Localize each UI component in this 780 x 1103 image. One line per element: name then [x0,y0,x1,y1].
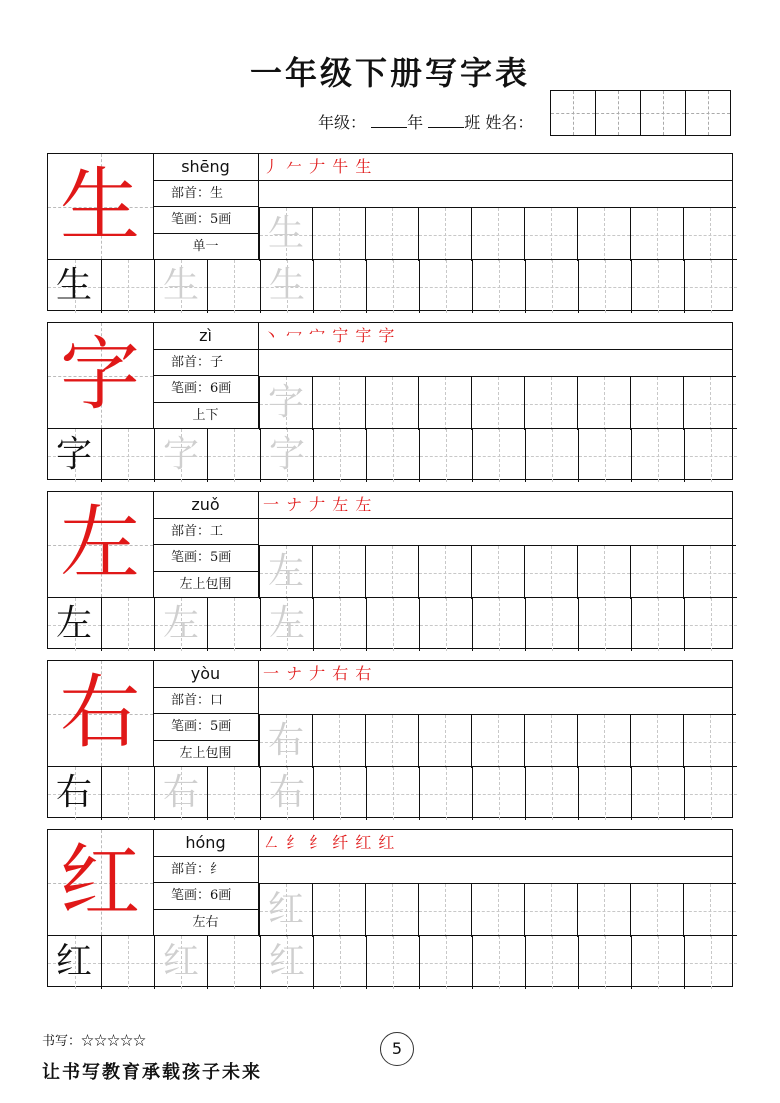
guide-line [525,404,577,405]
model-character: 左 [55,603,92,644]
character-block [47,153,733,311]
guide-line [684,573,736,574]
practice-cell[interactable] [366,429,419,482]
practice-cell[interactable] [260,429,313,482]
practice-cell[interactable] [365,546,418,599]
guide-line [420,794,472,795]
practice-cell[interactable] [101,598,154,651]
practice-cell[interactable] [683,208,736,261]
practice-cell[interactable] [472,429,525,482]
practice-cell[interactable] [312,208,365,261]
structure: 左上包围 [179,745,232,761]
stroke-count: 笔画：6画 [153,376,258,403]
practice-cell[interactable] [312,546,365,599]
practice-cell[interactable] [684,598,737,651]
big-character-box [48,492,154,598]
page-title: 一年级下册写字表 [249,54,530,92]
practice-cell[interactable] [312,377,365,430]
guide-line [579,963,631,964]
practice-cell[interactable] [577,715,630,768]
guide-line [685,287,737,288]
practice-cell[interactable] [419,767,472,820]
page-number: 5 [380,1032,414,1066]
practice-cell[interactable] [313,936,366,989]
practice-cell[interactable] [630,546,683,599]
guide-line [473,625,525,626]
name-box[interactable] [641,91,686,135]
guide-line [208,456,260,457]
practice-cell[interactable] [683,377,736,430]
stroke-order: 一 ナ 𠂇 右 右 [259,661,732,688]
practice-cell[interactable] [525,260,578,313]
practice-cell[interactable] [313,429,366,482]
guide-line [473,287,525,288]
stroke-order: ㇜ 纟 纟 纤 红 红 [259,830,732,857]
guide-line [472,911,524,912]
pinyin: zuǒ [153,492,258,519]
guide-line [473,794,525,795]
practice-cell[interactable] [312,715,365,768]
practice-cell[interactable] [312,884,365,937]
practice-cell[interactable] [631,260,684,313]
practice-cell[interactable] [154,260,207,313]
radical: 部首：子 [153,350,258,377]
radical: 部首：纟 [153,857,258,884]
practice-cell[interactable] [419,260,472,313]
guide-line [472,742,524,743]
guide-line [472,573,524,574]
practice-cell[interactable] [419,429,472,482]
pinyin: shēng [153,154,258,181]
practice-cell[interactable] [578,429,631,482]
guide-line [578,404,630,405]
practice-cell[interactable] [684,429,737,482]
guide-line [472,404,524,405]
practice-cell[interactable] [525,936,578,989]
name-box[interactable] [686,91,730,135]
practice-cell[interactable] [578,598,631,651]
stroke-count: 笔画：6画 [153,883,258,910]
guide-line [420,456,472,457]
guide-line [579,794,631,795]
practice-cell[interactable] [366,260,419,313]
class-label: 班 [464,113,481,132]
blank-line[interactable] [259,350,732,377]
big-character: 左 [60,497,140,590]
practice-row [259,207,736,261]
big-character: 生 [60,159,140,252]
radical: 部首：口 [153,688,258,715]
practice-cell[interactable] [365,884,418,937]
big-character-box [48,154,154,260]
practice-cell[interactable] [631,429,684,482]
guide-line [313,573,365,574]
practice-cell[interactable] [683,884,736,937]
trace-character: 右 [267,720,304,761]
stroke-order: 一 ナ 𠂇 左 左 [259,492,732,519]
guide-line [632,794,684,795]
guide-line [632,963,684,964]
practice-cell[interactable] [578,767,631,820]
practice-cell[interactable] [259,546,312,599]
trace-character: 生 [162,265,199,306]
guide-line [685,963,737,964]
guide-line [419,404,471,405]
guide-line [685,456,737,457]
practice-cell[interactable] [472,936,525,989]
guide-line [525,235,577,236]
stroke-order: 丶 冖 宀 宁 宇 字 [259,323,732,350]
practice-cell[interactable] [260,260,313,313]
practice-cell[interactable] [101,260,154,313]
guide-line [313,911,365,912]
practice-row [259,376,736,430]
practice-cell[interactable] [365,377,418,430]
structure: 左右 [192,914,219,930]
big-character: 右 [60,666,140,759]
trace-character: 右 [162,772,199,813]
stroke-order: 丿 𠂉 𠂇 牛 生 [259,154,732,181]
practice-cell[interactable] [154,936,207,989]
practice-cell[interactable] [684,936,737,989]
practice-cell[interactable] [631,767,684,820]
pinyin: yòu [153,661,258,688]
practice-cell[interactable] [577,546,630,599]
guide-line [526,794,578,795]
guide-line [367,287,419,288]
guide-line [578,235,630,236]
guide-line [313,404,365,405]
practice-cell[interactable] [259,884,312,937]
guide-line [684,235,736,236]
practice-cell[interactable] [524,884,577,937]
practice-cell[interactable] [524,715,577,768]
guide-line [314,963,366,964]
radical: 部首：生 [153,181,258,208]
name-label: 姓名： [485,113,534,132]
stroke-count: 笔画：5画 [153,714,258,741]
practice-cell[interactable] [366,598,419,651]
structure: 左上包围 [179,576,232,592]
name-box[interactable] [551,91,596,135]
guide-line [208,794,260,795]
character-block [47,829,733,987]
practice-cell[interactable] [260,598,313,651]
guide-line [102,963,154,964]
practice-cell[interactable] [259,208,312,261]
guide-line [579,287,631,288]
practice-cell[interactable] [472,598,525,651]
grade-blank[interactable] [371,115,407,128]
radical: 部首：工 [153,519,258,546]
guide-line [526,963,578,964]
model-character: 右 [55,772,92,813]
practice-row [259,545,736,599]
practice-row [48,597,737,651]
practice-cell[interactable] [418,884,471,937]
practice-cell[interactable] [630,715,683,768]
practice-cell[interactable] [472,260,525,313]
guide-line [578,573,630,574]
practice-cell[interactable] [260,767,313,820]
trace-character: 生 [268,265,305,306]
practice-cell[interactable] [525,767,578,820]
practice-row [259,883,736,937]
guide-line [420,625,472,626]
practice-cell[interactable] [577,208,630,261]
guide-line [473,963,525,964]
guide-line [526,287,578,288]
practice-cell[interactable] [48,936,101,989]
practice-cell[interactable] [154,767,207,820]
practice-cell[interactable] [101,936,154,989]
practice-cell[interactable] [683,546,736,599]
practice-cell[interactable] [313,260,366,313]
guide-line [314,625,366,626]
guide-line [314,456,366,457]
practice-cell[interactable] [524,377,577,430]
practice-row [48,766,737,820]
guide-line [526,456,578,457]
practice-cell[interactable] [471,884,524,937]
blank-line[interactable] [259,688,732,715]
practice-cell[interactable] [48,767,101,820]
character-info [153,154,259,260]
guide-line [419,235,471,236]
practice-cell[interactable] [577,377,630,430]
trace-character: 红 [162,941,199,982]
practice-cell[interactable] [418,546,471,599]
practice-cell[interactable] [259,377,312,430]
guide-line [685,794,737,795]
practice-cell[interactable] [365,715,418,768]
guide-line [685,625,737,626]
trace-character: 生 [267,213,304,254]
guide-line [578,742,630,743]
model-character: 红 [55,941,92,982]
trace-character: 红 [268,941,305,982]
structure: 单一 [192,238,219,254]
practice-cell[interactable] [48,598,101,651]
guide-line [631,742,683,743]
guide-line [313,742,365,743]
big-character-box [48,661,154,767]
guide-line [631,235,683,236]
practice-cell[interactable] [471,377,524,430]
practice-cell[interactable] [631,936,684,989]
year-label: 年 [407,113,424,132]
practice-cell[interactable] [630,208,683,261]
character-block [47,660,733,818]
guide-line [526,625,578,626]
guide-line [208,963,260,964]
practice-cell[interactable] [207,598,260,651]
guide-line [473,456,525,457]
character-info [153,830,259,936]
practice-cell[interactable] [48,260,101,313]
practice-cell[interactable] [524,208,577,261]
guide-line [631,911,683,912]
name-box[interactable] [596,91,641,135]
big-character-box [48,830,154,936]
model-character: 生 [55,265,92,306]
guide-line [525,911,577,912]
practice-cell[interactable] [472,767,525,820]
practice-cell[interactable] [524,546,577,599]
practice-cell[interactable] [366,936,419,989]
guide-line [367,456,419,457]
guide-line [367,625,419,626]
trace-character: 红 [267,889,304,930]
practice-row [48,428,737,482]
guide-line [684,404,736,405]
trace-character: 左 [268,603,305,644]
blank-line[interactable] [259,181,732,208]
practice-cell[interactable] [207,936,260,989]
slogan: 让书写教育承载孩子未来 [42,1062,262,1083]
guide-line [632,287,684,288]
practice-cell[interactable] [365,208,418,261]
stroke-count: 笔画：5画 [153,545,258,572]
guide-line [366,742,418,743]
character-info [153,661,259,767]
guide-line [102,287,154,288]
practice-cell[interactable] [418,377,471,430]
practice-cell[interactable] [578,936,631,989]
guide-line [102,625,154,626]
practice-cell[interactable] [207,767,260,820]
practice-cell[interactable] [101,767,154,820]
practice-cell[interactable] [154,598,207,651]
guide-line [367,963,419,964]
trace-character: 左 [267,551,304,592]
practice-row [259,714,736,768]
blank-line[interactable] [259,857,732,884]
practice-cell[interactable] [471,715,524,768]
guide-line [578,911,630,912]
guide-line [366,911,418,912]
stroke-count: 笔画：5画 [153,207,258,234]
guide-line [366,235,418,236]
guide-line [314,287,366,288]
character-block [47,491,733,649]
practice-cell[interactable] [101,429,154,482]
practice-row [48,259,737,313]
pinyin: zì [153,323,258,350]
big-character: 红 [60,835,140,928]
practice-cell[interactable] [684,767,737,820]
practice-cell[interactable] [48,429,101,482]
guide-line [208,625,260,626]
guide-line [419,573,471,574]
practice-cell[interactable] [525,598,578,651]
trace-character: 右 [268,772,305,813]
guide-line [419,742,471,743]
trace-character: 字 [268,434,305,475]
guide-line [631,573,683,574]
guide-line [314,794,366,795]
guide-line [525,573,577,574]
practice-cell[interactable] [418,208,471,261]
guide-line [366,573,418,574]
practice-cell[interactable] [154,429,207,482]
practice-cell[interactable] [471,546,524,599]
guide-line [631,404,683,405]
guide-line [367,794,419,795]
big-character-box [48,323,154,429]
blank-line[interactable] [259,519,732,546]
practice-cell[interactable] [313,767,366,820]
practice-cell[interactable] [683,715,736,768]
practice-row [48,935,737,989]
practice-cell[interactable] [419,936,472,989]
practice-cell[interactable] [418,715,471,768]
model-character: 字 [55,434,92,475]
character-info [153,492,259,598]
practice-cell[interactable] [525,429,578,482]
guide-line [208,287,260,288]
guide-line [632,456,684,457]
practice-cell[interactable] [260,936,313,989]
guide-line [102,794,154,795]
guide-line [472,235,524,236]
name-boxes [550,90,731,136]
practice-cell[interactable] [471,208,524,261]
grade-label: 年级： [318,113,367,132]
character-block [47,322,733,480]
structure: 上下 [192,407,219,423]
trace-character: 字 [162,434,199,475]
rating: 书写：☆☆☆☆☆ [42,1034,147,1049]
practice-cell[interactable] [577,884,630,937]
practice-cell[interactable] [631,598,684,651]
guide-line [579,625,631,626]
big-character: 字 [60,328,140,421]
guide-line [420,287,472,288]
practice-cell[interactable] [313,598,366,651]
practice-cell[interactable] [684,260,737,313]
practice-cell[interactable] [259,715,312,768]
trace-character: 左 [162,603,199,644]
trace-character: 字 [267,382,304,423]
guide-line [632,625,684,626]
character-info [153,323,259,429]
practice-cell[interactable] [207,260,260,313]
guide-line [684,911,736,912]
practice-cell[interactable] [207,429,260,482]
guide-line [579,456,631,457]
guide-line [420,963,472,964]
class-blank[interactable] [428,115,464,128]
guide-line [525,742,577,743]
pinyin: hóng [153,830,258,857]
guide-line [102,456,154,457]
practice-cell[interactable] [630,377,683,430]
guide-line [313,235,365,236]
guide-line [684,742,736,743]
practice-cell[interactable] [419,598,472,651]
practice-cell[interactable] [578,260,631,313]
guide-line [366,404,418,405]
guide-line [419,911,471,912]
practice-cell[interactable] [366,767,419,820]
student-info [318,110,533,133]
practice-cell[interactable] [630,884,683,937]
